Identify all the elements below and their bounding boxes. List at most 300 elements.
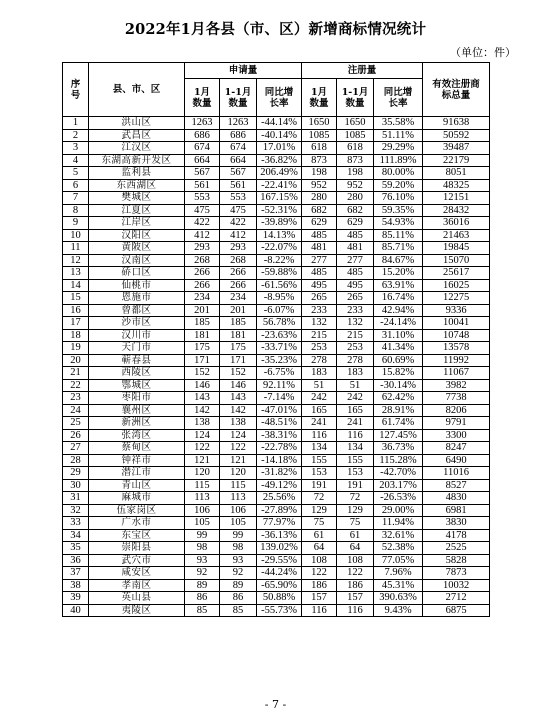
registration-month: 485: [302, 267, 337, 280]
application-yoy: -59.88%: [257, 267, 302, 280]
application-ytd: 475: [220, 204, 257, 217]
valid-total: 21463: [423, 229, 490, 242]
application-month: 293: [185, 242, 220, 255]
application-month: 106: [185, 504, 220, 517]
application-ytd: 266: [220, 279, 257, 292]
valid-total: 25617: [423, 267, 490, 280]
registration-yoy: 16.74%: [374, 292, 423, 305]
district-name: 蔡甸区: [89, 442, 185, 455]
application-yoy: -22.41%: [257, 179, 302, 192]
table-row: [63, 417, 490, 430]
district-name: 西陵区: [89, 367, 185, 380]
valid-total: 11992: [423, 354, 490, 367]
application-month: 143: [185, 392, 220, 405]
application-month: 115: [185, 479, 220, 492]
district-name: 夷陵区: [89, 604, 185, 617]
application-ytd: 121: [220, 454, 257, 467]
registration-month: 242: [302, 392, 337, 405]
registration-ytd: 495: [337, 279, 374, 292]
registration-ytd: 183: [337, 367, 374, 380]
registration-yoy: 9.43%: [374, 604, 423, 617]
registration-ytd: 618: [337, 142, 374, 155]
registration-yoy: 7.96%: [374, 567, 423, 580]
registration-yoy: 63.91%: [374, 279, 423, 292]
application-month: 1263: [185, 117, 220, 130]
row-index: 24: [63, 404, 89, 417]
application-ytd: 152: [220, 367, 257, 380]
registration-month: 134: [302, 442, 337, 455]
registration-month: 75: [302, 517, 337, 530]
header-reg-yoy: 同比增长率: [374, 79, 423, 117]
registration-yoy: 52.38%: [374, 542, 423, 555]
application-ytd: 268: [220, 254, 257, 267]
valid-total: 50592: [423, 129, 490, 142]
application-month: 422: [185, 217, 220, 230]
registration-month: 277: [302, 254, 337, 267]
table-row: [63, 304, 490, 317]
header-app-ytd: 1-1月数量: [220, 79, 257, 117]
application-month: 561: [185, 179, 220, 192]
registration-month: 233: [302, 304, 337, 317]
application-ytd: 85: [220, 604, 257, 617]
valid-total: 19845: [423, 242, 490, 255]
application-month: 124: [185, 429, 220, 442]
application-month: 201: [185, 304, 220, 317]
table-row: [63, 467, 490, 480]
registration-yoy: 42.94%: [374, 304, 423, 317]
district-name: 武昌区: [89, 129, 185, 142]
registration-yoy: 127.45%: [374, 429, 423, 442]
table-row: [63, 367, 490, 380]
table-row: [63, 442, 490, 455]
district-name: 东湖高新开发区: [89, 154, 185, 167]
district-name: 英山县: [89, 592, 185, 605]
header-app-yoy: 同比增长率: [257, 79, 302, 117]
header-reg-month: 1月数量: [302, 79, 337, 117]
row-index: 21: [63, 367, 89, 380]
registration-yoy: -26.53%: [374, 492, 423, 505]
registration-yoy: 28.91%: [374, 404, 423, 417]
application-month: 268: [185, 254, 220, 267]
application-month: 105: [185, 517, 220, 530]
row-index: 33: [63, 517, 89, 530]
application-ytd: 181: [220, 329, 257, 342]
application-yoy: -22.07%: [257, 242, 302, 255]
header-application-group: 申请量: [185, 63, 302, 79]
application-yoy: -6.07%: [257, 304, 302, 317]
row-index: 17: [63, 317, 89, 330]
application-yoy: -22.78%: [257, 442, 302, 455]
table-row: [63, 492, 490, 505]
registration-month: 108: [302, 554, 337, 567]
application-ytd: 146: [220, 379, 257, 392]
registration-yoy: 51.11%: [374, 129, 423, 142]
row-index: 38: [63, 579, 89, 592]
row-index: 25: [63, 417, 89, 430]
table-row: [63, 242, 490, 255]
registration-ytd: 682: [337, 204, 374, 217]
application-yoy: 77.97%: [257, 517, 302, 530]
table-row: [63, 554, 490, 567]
registration-month: 278: [302, 354, 337, 367]
registration-yoy: -24.14%: [374, 317, 423, 330]
registration-ytd: 952: [337, 179, 374, 192]
registration-yoy: 77.05%: [374, 554, 423, 567]
row-index: 3: [63, 142, 89, 155]
district-name: 崇阳县: [89, 542, 185, 555]
table-row: [63, 292, 490, 305]
registration-yoy: 80.00%: [374, 167, 423, 180]
district-name: 江汉区: [89, 142, 185, 155]
row-index: 9: [63, 217, 89, 230]
registration-month: 61: [302, 529, 337, 542]
registration-ytd: 116: [337, 429, 374, 442]
application-yoy: -38.31%: [257, 429, 302, 442]
row-index: 18: [63, 329, 89, 342]
registration-month: 155: [302, 454, 337, 467]
valid-total: 2712: [423, 592, 490, 605]
valid-total: 7738: [423, 392, 490, 405]
table-row: [63, 117, 490, 130]
registration-yoy: 203.17%: [374, 479, 423, 492]
registration-month: 1650: [302, 117, 337, 130]
registration-month: 265: [302, 292, 337, 305]
application-yoy: -44.24%: [257, 567, 302, 580]
application-yoy: -7.14%: [257, 392, 302, 405]
row-index: 39: [63, 592, 89, 605]
district-name: 洪山区: [89, 117, 185, 130]
district-name: 枣阳市: [89, 392, 185, 405]
application-yoy: -33.71%: [257, 342, 302, 355]
district-name: 钟祥市: [89, 454, 185, 467]
registration-month: 618: [302, 142, 337, 155]
application-ytd: 98: [220, 542, 257, 555]
district-name: 孝南区: [89, 579, 185, 592]
registration-ytd: 280: [337, 192, 374, 205]
table-row: [63, 317, 490, 330]
valid-total: 12275: [423, 292, 490, 305]
district-name: 伍家岗区: [89, 504, 185, 517]
application-month: 567: [185, 167, 220, 180]
application-ytd: 142: [220, 404, 257, 417]
registration-yoy: 45.31%: [374, 579, 423, 592]
row-index: 11: [63, 242, 89, 255]
valid-total: 36016: [423, 217, 490, 230]
table-row: [63, 592, 490, 605]
application-ytd: 93: [220, 554, 257, 567]
table-row: [63, 604, 490, 617]
application-month: 89: [185, 579, 220, 592]
district-name: 襄州区: [89, 404, 185, 417]
registration-ytd: 242: [337, 392, 374, 405]
application-yoy: -61.56%: [257, 279, 302, 292]
district-name: 黄陂区: [89, 242, 185, 255]
header-name: 县、市、区: [89, 63, 185, 117]
table-row: [63, 542, 490, 555]
page-number: - 7 -: [264, 698, 287, 711]
header-reg-ytd: 1-1月数量: [337, 79, 374, 117]
district-name: 东西湖区: [89, 179, 185, 192]
registration-month: 186: [302, 579, 337, 592]
application-yoy: -40.14%: [257, 129, 302, 142]
valid-total: 10032: [423, 579, 490, 592]
valid-total: 8527: [423, 479, 490, 492]
application-month: 142: [185, 404, 220, 417]
valid-total: 9336: [423, 304, 490, 317]
registration-yoy: 15.20%: [374, 267, 423, 280]
header-valid-total: 有效注册商标总量: [423, 63, 490, 117]
registration-ytd: 72: [337, 492, 374, 505]
valid-total: 11016: [423, 467, 490, 480]
district-name: 咸安区: [89, 567, 185, 580]
registration-yoy: 85.71%: [374, 242, 423, 255]
registration-ytd: 61: [337, 529, 374, 542]
registration-month: 495: [302, 279, 337, 292]
table-row: [63, 167, 490, 180]
application-yoy: 92.11%: [257, 379, 302, 392]
application-yoy: -49.12%: [257, 479, 302, 492]
application-ytd: 422: [220, 217, 257, 230]
application-yoy: -36.13%: [257, 529, 302, 542]
registration-ytd: 122: [337, 567, 374, 580]
row-index: 36: [63, 554, 89, 567]
application-ytd: 120: [220, 467, 257, 480]
registration-ytd: 186: [337, 579, 374, 592]
registration-month: 873: [302, 154, 337, 167]
application-month: 412: [185, 229, 220, 242]
valid-total: 10041: [423, 317, 490, 330]
registration-month: 485: [302, 229, 337, 242]
registration-ytd: 116: [337, 604, 374, 617]
header-index: 序号: [63, 63, 89, 117]
valid-total: 12151: [423, 192, 490, 205]
application-yoy: -8.22%: [257, 254, 302, 267]
registration-ytd: 157: [337, 592, 374, 605]
application-month: 152: [185, 367, 220, 380]
registration-ytd: 155: [337, 454, 374, 467]
district-name: 张湾区: [89, 429, 185, 442]
district-name: 仙桃市: [89, 279, 185, 292]
header-registration-group: 注册量: [302, 63, 423, 79]
district-name: 青山区: [89, 479, 185, 492]
valid-total: 10748: [423, 329, 490, 342]
registration-yoy: 59.20%: [374, 179, 423, 192]
table-row: [63, 342, 490, 355]
table-row: [63, 329, 490, 342]
application-yoy: -6.75%: [257, 367, 302, 380]
registration-month: 682: [302, 204, 337, 217]
district-name: 潜江市: [89, 467, 185, 480]
registration-ytd: 129: [337, 504, 374, 517]
registration-month: 1085: [302, 129, 337, 142]
registration-month: 132: [302, 317, 337, 330]
application-month: 146: [185, 379, 220, 392]
row-index: 28: [63, 454, 89, 467]
registration-yoy: 29.00%: [374, 504, 423, 517]
application-yoy: -27.89%: [257, 504, 302, 517]
header-app-month: 1月数量: [185, 79, 220, 117]
application-yoy: 56.78%: [257, 317, 302, 330]
registration-yoy: 41.34%: [374, 342, 423, 355]
registration-month: 157: [302, 592, 337, 605]
application-ytd: 143: [220, 392, 257, 405]
registration-month: 198: [302, 167, 337, 180]
district-name: 江岸区: [89, 217, 185, 230]
application-yoy: 25.56%: [257, 492, 302, 505]
row-index: 19: [63, 342, 89, 355]
registration-yoy: 76.10%: [374, 192, 423, 205]
application-ytd: 674: [220, 142, 257, 155]
application-ytd: 92: [220, 567, 257, 580]
row-index: 14: [63, 279, 89, 292]
registration-yoy: 60.69%: [374, 354, 423, 367]
registration-yoy: 32.61%: [374, 529, 423, 542]
registration-ytd: 277: [337, 254, 374, 267]
table-row: [63, 404, 490, 417]
application-ytd: 115: [220, 479, 257, 492]
district-name: 江夏区: [89, 204, 185, 217]
valid-total: 7873: [423, 567, 490, 580]
application-yoy: 139.02%: [257, 542, 302, 555]
application-ytd: 175: [220, 342, 257, 355]
valid-total: 39487: [423, 142, 490, 155]
unit-note: （单位：件）: [450, 46, 516, 59]
application-month: 98: [185, 542, 220, 555]
registration-month: 129: [302, 504, 337, 517]
registration-yoy: -30.14%: [374, 379, 423, 392]
registration-ytd: 485: [337, 229, 374, 242]
row-index: 22: [63, 379, 89, 392]
application-yoy: -48.51%: [257, 417, 302, 430]
valid-total: 8051: [423, 167, 490, 180]
application-ytd: 561: [220, 179, 257, 192]
valid-total: 16025: [423, 279, 490, 292]
application-yoy: 167.15%: [257, 192, 302, 205]
district-name: 鄂城区: [89, 379, 185, 392]
registration-month: 280: [302, 192, 337, 205]
application-ytd: 201: [220, 304, 257, 317]
registration-ytd: 1085: [337, 129, 374, 142]
application-month: 85: [185, 604, 220, 617]
application-ytd: 686: [220, 129, 257, 142]
row-index: 26: [63, 429, 89, 442]
table-row: [63, 279, 490, 292]
district-name: 武穴市: [89, 554, 185, 567]
row-index: 37: [63, 567, 89, 580]
table-row: [63, 179, 490, 192]
table-row: [63, 217, 490, 230]
table-row: [63, 479, 490, 492]
page-title: 2022年1月各县（市、区）新增商标情况统计: [124, 21, 427, 38]
table-row: [63, 579, 490, 592]
valid-total: 9791: [423, 417, 490, 430]
table-row: [63, 454, 490, 467]
registration-ytd: 215: [337, 329, 374, 342]
registration-month: 629: [302, 217, 337, 230]
row-index: 23: [63, 392, 89, 405]
district-name: 樊城区: [89, 192, 185, 205]
table-row: [63, 567, 490, 580]
registration-yoy: 62.42%: [374, 392, 423, 405]
application-month: 185: [185, 317, 220, 330]
valid-total: 28432: [423, 204, 490, 217]
table-row: [63, 129, 490, 142]
registration-ytd: 132: [337, 317, 374, 330]
district-name: 监利县: [89, 167, 185, 180]
registration-ytd: 485: [337, 267, 374, 280]
district-name: 硚口区: [89, 267, 185, 280]
row-index: 10: [63, 229, 89, 242]
registration-yoy: 111.89%: [374, 154, 423, 167]
registration-month: 952: [302, 179, 337, 192]
table-row: [63, 229, 490, 242]
table-row: [63, 429, 490, 442]
application-yoy: 50.88%: [257, 592, 302, 605]
row-index: 34: [63, 529, 89, 542]
application-month: 266: [185, 267, 220, 280]
application-ytd: 664: [220, 154, 257, 167]
row-index: 5: [63, 167, 89, 180]
application-yoy: -23.63%: [257, 329, 302, 342]
application-yoy: -47.01%: [257, 404, 302, 417]
row-index: 27: [63, 442, 89, 455]
district-name: 新洲区: [89, 417, 185, 430]
district-name: 汉川市: [89, 329, 185, 342]
registration-ytd: 629: [337, 217, 374, 230]
row-index: 31: [63, 492, 89, 505]
application-ytd: 86: [220, 592, 257, 605]
registration-yoy: 36.73%: [374, 442, 423, 455]
application-month: 674: [185, 142, 220, 155]
row-index: 16: [63, 304, 89, 317]
table-row: [63, 154, 490, 167]
valid-total: 11067: [423, 367, 490, 380]
application-ytd: 171: [220, 354, 257, 367]
registration-month: 165: [302, 404, 337, 417]
registration-ytd: 278: [337, 354, 374, 367]
registration-yoy: 54.93%: [374, 217, 423, 230]
application-ytd: 553: [220, 192, 257, 205]
row-index: 15: [63, 292, 89, 305]
application-ytd: 105: [220, 517, 257, 530]
registration-ytd: 481: [337, 242, 374, 255]
valid-total: 5828: [423, 554, 490, 567]
valid-total: 48325: [423, 179, 490, 192]
valid-total: 22179: [423, 154, 490, 167]
valid-total: 3300: [423, 429, 490, 442]
row-index: 30: [63, 479, 89, 492]
application-ytd: 89: [220, 579, 257, 592]
application-yoy: -36.82%: [257, 154, 302, 167]
valid-total: 4830: [423, 492, 490, 505]
application-ytd: 122: [220, 442, 257, 455]
row-index: 20: [63, 354, 89, 367]
registration-ytd: 165: [337, 404, 374, 417]
valid-total: 8206: [423, 404, 490, 417]
valid-total: 91638: [423, 117, 490, 130]
registration-ytd: 233: [337, 304, 374, 317]
table-row: [63, 529, 490, 542]
registration-ytd: 191: [337, 479, 374, 492]
registration-month: 116: [302, 604, 337, 617]
statistics-table: [62, 62, 490, 617]
application-month: 266: [185, 279, 220, 292]
valid-total: 6981: [423, 504, 490, 517]
application-yoy: -31.82%: [257, 467, 302, 480]
application-yoy: -65.90%: [257, 579, 302, 592]
registration-ytd: 265: [337, 292, 374, 305]
row-index: 12: [63, 254, 89, 267]
